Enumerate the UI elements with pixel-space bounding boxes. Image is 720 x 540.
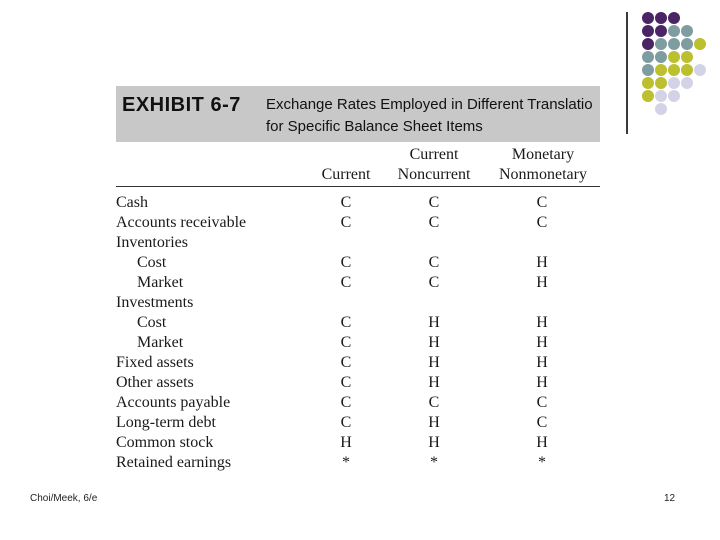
- dot: [642, 77, 654, 89]
- dot: [655, 103, 667, 115]
- column-header-line: [300, 145, 392, 165]
- column-header-monetary-nonmonetary: [488, 145, 598, 185]
- decorative-dot-grid: [640, 10, 720, 120]
- rate-cell: C: [340, 274, 352, 291]
- dot: [681, 77, 693, 89]
- row-label: Accounts payable: [116, 394, 231, 411]
- table-row: [116, 293, 600, 313]
- column-header-line: Nonmonetary: [499, 166, 587, 183]
- rate-cell: H: [428, 374, 440, 391]
- dot: [655, 90, 667, 102]
- dot: [642, 25, 654, 37]
- exhibit-title-line: Exchange Rates Employed in Different Translatio: [266, 96, 593, 113]
- rate-cell: H: [536, 374, 548, 391]
- table-row: [116, 333, 600, 353]
- dot: [655, 64, 667, 76]
- dot: [668, 77, 680, 89]
- table-row: [116, 273, 600, 293]
- exhibit-header: [116, 86, 600, 142]
- rate-cell: H: [428, 334, 440, 351]
- rate-cell: C: [340, 374, 352, 391]
- dot: [681, 25, 693, 37]
- rate-cell: *: [430, 454, 438, 471]
- rate-cell: H: [428, 414, 440, 431]
- dot: [681, 64, 693, 76]
- dot: [668, 51, 680, 63]
- rate-cell: H: [536, 434, 548, 451]
- rate-cell: C: [340, 354, 352, 371]
- exhibit-title: [266, 94, 600, 138]
- column-header-line: Monetary: [511, 146, 575, 163]
- dot: [694, 64, 706, 76]
- dot: [668, 12, 680, 24]
- row-label: Retained earnings: [116, 454, 232, 471]
- row-label: Fixed assets: [116, 354, 194, 371]
- column-header-current-current: [300, 145, 392, 185]
- row-label: Accounts receivable: [116, 214, 247, 231]
- header-rule: [116, 186, 600, 187]
- table-row: [116, 413, 600, 433]
- table-row: [116, 353, 600, 373]
- exhibit-title-line: for Specific Balance Sheet Items: [266, 118, 483, 135]
- dot: [668, 25, 680, 37]
- dot: [642, 51, 654, 63]
- divider-line: [626, 12, 628, 134]
- dot: [681, 38, 693, 50]
- rate-cell: C: [536, 194, 548, 211]
- row-label: Market: [137, 274, 184, 291]
- table-row: [116, 373, 600, 393]
- dot: [694, 38, 706, 50]
- dot: [668, 38, 680, 50]
- rate-cell: H: [536, 354, 548, 371]
- rate-cell: H: [536, 334, 548, 351]
- table-row: [116, 453, 600, 473]
- dot: [642, 38, 654, 50]
- rate-cell: C: [536, 414, 548, 431]
- rate-cell: *: [342, 454, 350, 471]
- rate-cell: C: [428, 214, 440, 231]
- exhibit-label: EXHIBIT 6-7: [122, 94, 241, 116]
- footer-source: Choi/Meek, 6/e: [30, 493, 98, 504]
- rate-cell: C: [428, 394, 440, 411]
- row-label: Cost: [137, 254, 167, 271]
- row-label: Other assets: [116, 374, 194, 391]
- rate-cell: *: [538, 454, 546, 471]
- dot: [655, 51, 667, 63]
- rate-cell: C: [428, 194, 440, 211]
- row-label: Inventories: [116, 234, 188, 251]
- rate-cell: H: [536, 274, 548, 291]
- dot: [655, 12, 667, 24]
- column-header-line: Current: [409, 146, 459, 163]
- dot: [655, 77, 667, 89]
- dot: [655, 38, 667, 50]
- row-label: Long-term debt: [116, 414, 216, 431]
- rate-cell: C: [428, 254, 440, 271]
- rate-cell: C: [428, 274, 440, 291]
- dot: [642, 12, 654, 24]
- rate-cell: C: [536, 214, 548, 231]
- rate-cell: H: [428, 434, 440, 451]
- rate-cell: C: [340, 414, 352, 431]
- rate-cell: H: [428, 354, 440, 371]
- table-row: [116, 213, 600, 233]
- row-label: Cost: [137, 314, 167, 331]
- table-row: [116, 393, 600, 413]
- table-row: [116, 193, 600, 213]
- dot: [668, 64, 680, 76]
- rate-cell: C: [340, 214, 352, 231]
- table-row: [116, 433, 600, 453]
- page-number: 12: [664, 493, 676, 504]
- row-label: Common stock: [116, 434, 214, 451]
- column-header-current-noncurrent: [386, 145, 482, 185]
- rate-cell: C: [340, 314, 352, 331]
- rate-cell: C: [340, 194, 352, 211]
- rate-cell: C: [340, 254, 352, 271]
- dot: [655, 25, 667, 37]
- rate-cell: C: [536, 394, 548, 411]
- rate-cell: H: [340, 434, 352, 451]
- column-header-line: Noncurrent: [397, 166, 471, 183]
- dot: [642, 64, 654, 76]
- row-label: Market: [137, 334, 184, 351]
- dot: [668, 90, 680, 102]
- row-label: Cash: [116, 194, 148, 211]
- dot: [681, 51, 693, 63]
- column-header-line: Current: [321, 166, 371, 183]
- rate-cell: H: [536, 314, 548, 331]
- table-row: [116, 253, 600, 273]
- rate-cell: C: [340, 394, 352, 411]
- table-row: [116, 313, 600, 333]
- dot: [642, 90, 654, 102]
- rate-cell: C: [340, 334, 352, 351]
- rate-cell: H: [428, 314, 440, 331]
- table-row: [116, 233, 600, 253]
- rate-cell: H: [536, 254, 548, 271]
- row-label: Investments: [116, 294, 194, 311]
